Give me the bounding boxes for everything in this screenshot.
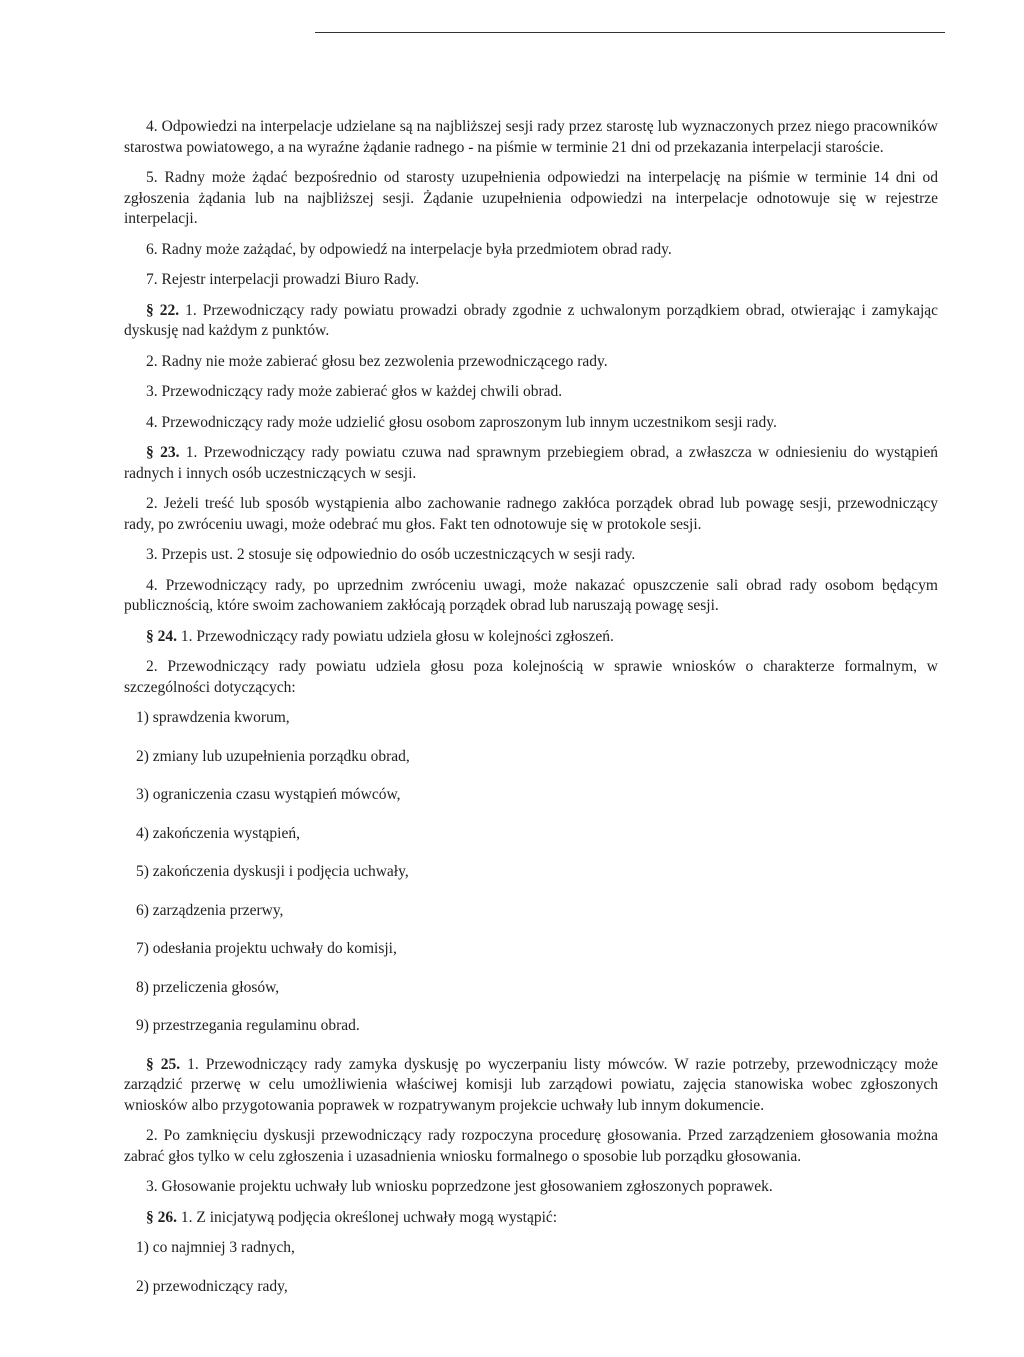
paragraph: 7. Rejestr interpelacji prowadzi Biuro Rady. bbox=[146, 271, 420, 288]
section-text: 1. Przewodniczący rady powiatu prowadzi obrady zgodnie z uchwalonym porządkiem obrad, otwierając i zamykając dyskusję nad każdym z punktów. bbox=[124, 301, 939, 339]
document-body bbox=[124, 117, 938, 1315]
section-text: 1. Przewodniczący rady powiatu czuwa nad sprawnym przebiegiem obrad, a zwłaszcza w odniesieniu do wystąpień radnych i innych osób uczestniczących w sesji. bbox=[124, 444, 938, 482]
paragraph: 5. Radny może żądać bezpośrednio od starosty uzupełnienia odpowiedzi na interpelację na piśmie w terminie 14 dni od zgłoszenia żądania lub na najbliższej sesji. Żądanie uzupełnienia odpowiedzi na interpelacje odnotowuje się w rejestrze interpelacji. bbox=[124, 169, 938, 227]
paragraph: 6. Radny może zażądać, by odpowiedź na interpelacje była przedmiotem obrad rady. bbox=[146, 240, 672, 258]
list-item: 2) przewodniczący rady, bbox=[136, 1277, 288, 1295]
list-item: 9) przestrzegania regulaminu obrad. bbox=[136, 1017, 360, 1034]
list-item: 3) ograniczenia czasu wystąpień mówców, bbox=[136, 786, 401, 803]
paragraph: 4. Przewodniczący rady, po uprzednim zwróceniu uwagi, może nakazać opuszczenie sali obrad rady osobom będącym publicznością, które swoim zachowaniem zakłócają porządek obrad lub naruszają powagę sesji. bbox=[124, 576, 938, 614]
list-item: 5) zakończenia dyskusji i podjęcia uchwały, bbox=[136, 863, 409, 880]
list-item: 7) odesłania projektu uchwały do komisji, bbox=[136, 940, 397, 957]
list-item: 6) zarządzenia przerwy, bbox=[136, 901, 284, 919]
paragraph: 3. Przewodniczący rady może zabierać głos w każdej chwili obrad. bbox=[146, 383, 563, 400]
section-text: 1. Z inicjatywą podjęcia określonej uchwały mogą wystąpić: bbox=[177, 1208, 558, 1226]
paragraph: 2. Jeżeli treść lub sposób wystąpienia albo zachowanie radnego zakłóca porządek obrad lub powagę sesji, przewodniczący rady, po zwróceniu uwagi, może odebrać mu głos. Fakt ten odnotowuje się w protokole sesji. bbox=[124, 495, 938, 533]
list-item: 1) co najmniej 3 radnych, bbox=[136, 1239, 295, 1256]
section-number: § 25. bbox=[146, 1055, 181, 1073]
section-number: § 26. bbox=[146, 1208, 177, 1226]
paragraph: 4. Przewodniczący rady może udzielić głosu osobom zaproszonym lub innym uczestnikom sesji rady. bbox=[146, 413, 777, 431]
section-paragraph bbox=[124, 1208, 938, 1229]
section-paragraph bbox=[124, 301, 938, 342]
section-number: § 24. bbox=[146, 627, 177, 645]
list-item: 1) sprawdzenia kworum, bbox=[136, 709, 290, 726]
section-paragraph bbox=[124, 627, 938, 648]
paragraph: 3. Głosowanie projektu uchwały lub wniosku poprzedzone jest głosowaniem zgłoszonych poprawek. bbox=[146, 1178, 773, 1195]
paragraph: 4. Odpowiedzi na interpelacje udzielane są na najbliższej sesji rady przez starostę lub wyznaczonych przez niego pracowników starostwa powiatowego, a na wyraźne żądanie radnego - na piśmie w terminie 21 dni od przekazania interpelacji staroście. bbox=[124, 118, 938, 156]
section-paragraph bbox=[124, 443, 938, 484]
paragraph: 2. Po zamknięciu dyskusji przewodniczący rady rozpoczyna procedurę głosowania. Przed zarządzeniem głosowania można zabrać głos tylko w celu zgłoszenia i uzasadnienia wniosku formalnego o sposobie lub porządku głosowania. bbox=[124, 1127, 938, 1165]
section-number: § 23. bbox=[146, 444, 180, 461]
section-paragraph bbox=[124, 1055, 938, 1117]
header-rule bbox=[315, 32, 945, 33]
section-text: 1. Przewodniczący rady zamyka dyskusję po wyczerpaniu listy mówców. W razie potrzeby, przewodniczący może zarządzić przerwę w celu umożliwienia właściwej komisji lub zarządowi powiatu, zajęcia stanowiska wobec zgłoszonych wniosków albo przygotowania poprawek w rozpatrywanym projekcie uchwały lub innym dokumencie. bbox=[124, 1055, 938, 1114]
list-item: 2) zmiany lub uzupełnienia porządku obrad, bbox=[136, 747, 410, 765]
section-text: 1. Przewodniczący rady powiatu udziela głosu w kolejności zgłoszeń. bbox=[177, 627, 614, 645]
paragraph: 2. Radny nie może zabierać głosu bez zezwolenia przewodniczącego rady. bbox=[146, 352, 608, 370]
list-item: 8) przeliczenia głosów, bbox=[136, 978, 280, 996]
list-item: 4) zakończenia wystąpień, bbox=[136, 824, 300, 842]
paragraph: 2. Przewodniczący rady powiatu udziela głosu poza kolejnością w sprawie wniosków o charakterze formalnym, w szczególności dotyczących: bbox=[124, 658, 938, 696]
section-number: § 22. bbox=[146, 301, 180, 319]
paragraph: 3. Przepis ust. 2 stosuje się odpowiednio do osób uczestniczących w sesji rady. bbox=[146, 546, 636, 563]
